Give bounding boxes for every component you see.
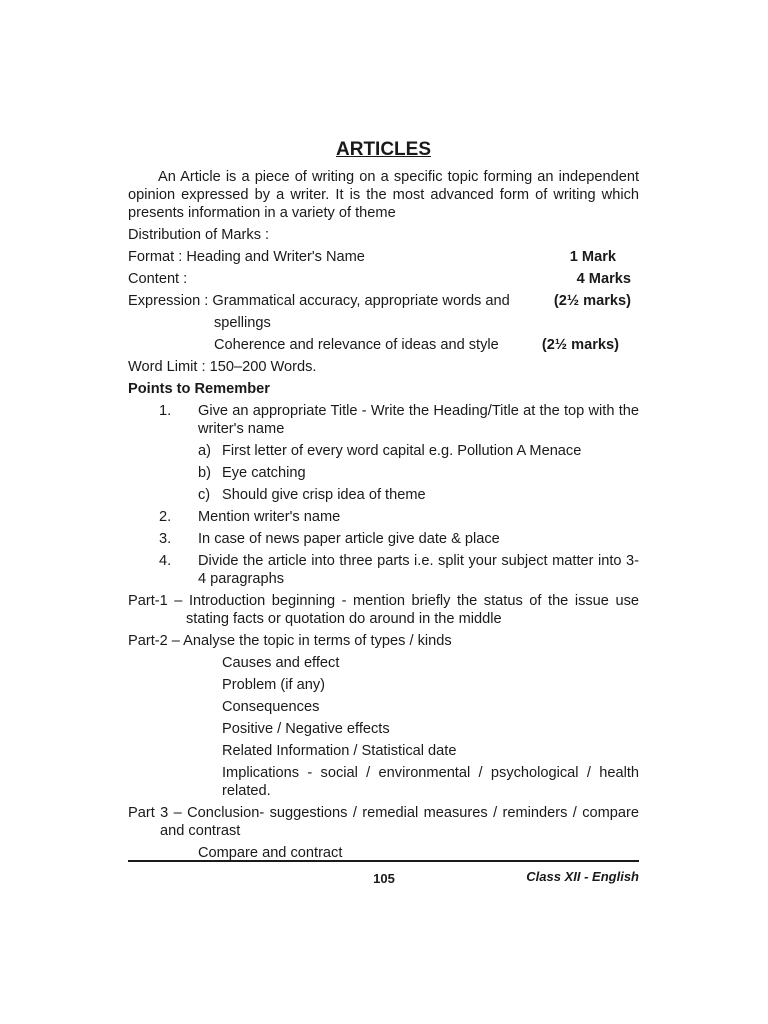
coherence-mark: (2½ marks): [541, 337, 619, 353]
page-number: 105: [373, 871, 395, 886]
intro-paragraph: An Article is a piece of writing on a specific topic forming an independent opinion expressed by a writer. It is the most advanced form of writing which presents information in a variety of theme: [128, 169, 639, 221]
content-label: Content :: [128, 271, 188, 287]
document-body: [128, 138, 639, 862]
coherence-label: Coherence and relevance of ideas and style: [214, 337, 499, 353]
word-limit: Word Limit : 150–200 Words.: [128, 359, 317, 375]
part-2-item: Positive / Negative effects: [222, 721, 390, 737]
sub-list-item: [128, 464, 639, 482]
list-text: In case of news paper article give date & place: [198, 531, 500, 547]
part-2-item: Problem (if any): [222, 677, 325, 693]
sub-list-text: First letter of every word capital e.g. Pollution A Menace: [222, 443, 582, 459]
distribution-label: Distribution of Marks :: [128, 227, 270, 243]
points-heading: Points to Remember: [128, 381, 270, 397]
expression-label: Expression : Grammatical accuracy, appropriate words and: [128, 293, 510, 309]
sub-list-item: [128, 442, 639, 460]
list-item: [128, 552, 639, 588]
sub-list-text: Eye catching: [222, 465, 306, 481]
expression-row: [128, 292, 639, 310]
part-3-item: Compare and contract: [198, 845, 343, 861]
coherence-row: [128, 336, 639, 354]
format-row: [128, 248, 639, 266]
part-2-item: Causes and effect: [222, 655, 340, 671]
sub-list-item: [128, 486, 639, 504]
footer-divider: [128, 860, 639, 862]
content-row: [128, 270, 639, 288]
part-2-item: Implications - social / environmental / psychological / health related.: [222, 765, 639, 799]
expression-mark: (2½ marks): [553, 293, 631, 309]
part-3: Part 3 – Conclusion- suggestions / remedial measures / reminders / compare and contrast: [128, 805, 639, 839]
content-mark: 4 Marks: [576, 271, 631, 287]
list-item: [128, 402, 639, 438]
sub-list-label: b): [198, 465, 211, 481]
part-2-item: Related Information / Statistical date: [222, 743, 457, 759]
list-text: Give an appropriate Title - Write the Heading/Title at the top with the writer's name: [198, 403, 639, 437]
sub-list-text: Should give crisp idea of theme: [222, 487, 426, 503]
list-number: 1.: [159, 403, 172, 419]
sub-list-label: a): [198, 443, 211, 459]
part-2: Part-2 – Analyse the topic in terms of types / kinds: [128, 633, 452, 649]
list-item: [128, 530, 639, 548]
format-mark: 1 Mark: [569, 249, 616, 265]
part-2-item: Consequences: [222, 699, 320, 715]
page-title: ARTICLES: [336, 139, 431, 160]
list-text: Divide the article into three parts i.e. split your subject matter into 3-4 paragraphs: [198, 553, 639, 587]
list-number: 4.: [159, 553, 172, 569]
footer-class-label: Class XII - English: [526, 869, 639, 884]
list-number: 3.: [159, 531, 172, 547]
expression-continuation: spellings: [214, 315, 271, 331]
sub-list-label: c): [198, 487, 211, 503]
list-number: 2.: [159, 509, 172, 525]
part-1: Part-1 – Introduction beginning - mention briefly the status of the issue use stating facts or quotation do around in the middle: [128, 593, 639, 627]
list-text: Mention writer's name: [198, 509, 341, 525]
list-item: [128, 508, 639, 526]
format-label: Format : Heading and Writer's Name: [128, 249, 365, 265]
